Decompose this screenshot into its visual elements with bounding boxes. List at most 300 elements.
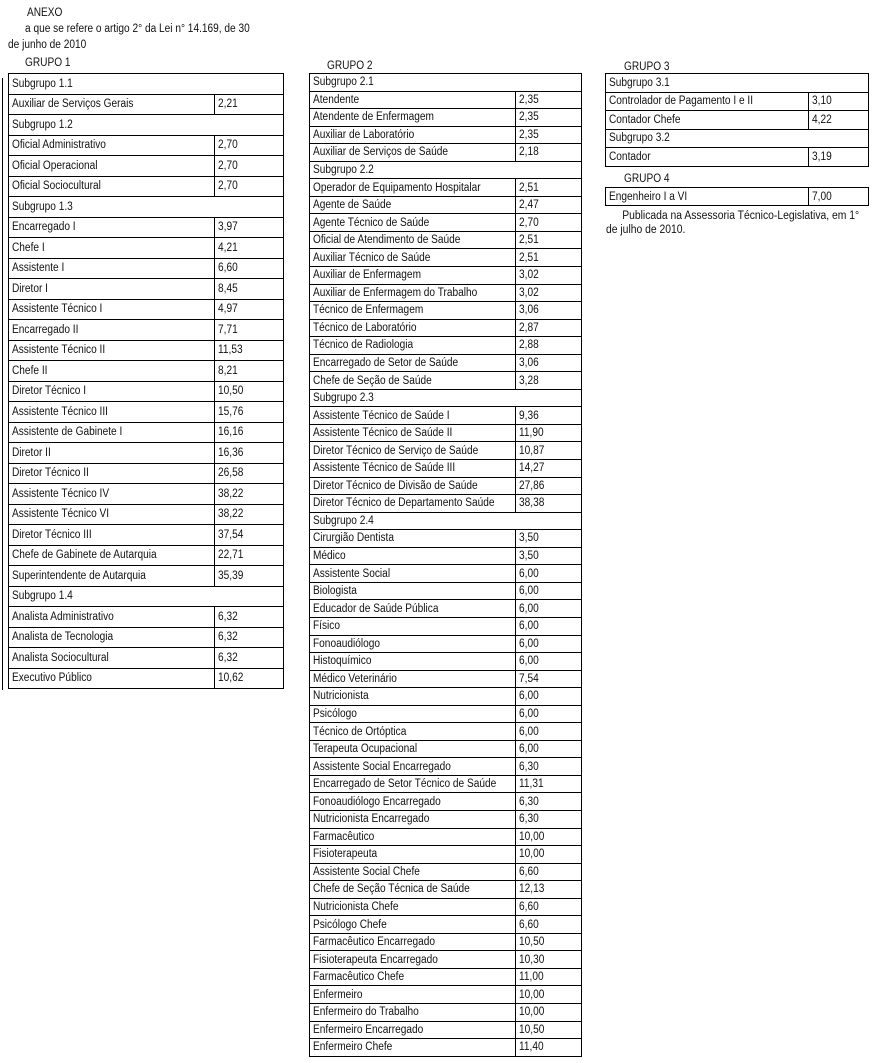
position-label: Farmacêutico Chefe: [313, 971, 405, 984]
table-row: [310, 688, 582, 706]
group-2-table: [309, 73, 582, 1057]
factor-value: 16,16: [218, 426, 244, 439]
subgroup-label-cell: [9, 586, 284, 607]
factor-cell: [516, 565, 582, 583]
factor-value: 10,50: [519, 936, 545, 949]
position-label: Encarregado I: [12, 221, 76, 234]
factor-cell: [215, 238, 284, 259]
factor-value: 14,27: [519, 462, 545, 475]
table-row: [310, 705, 582, 723]
position-cell: [9, 94, 215, 115]
factor-cell: [516, 846, 582, 864]
table-row: [310, 775, 582, 793]
position-cell: [310, 477, 516, 495]
factor-value: 10,00: [519, 848, 545, 861]
table-row: [310, 793, 582, 811]
position-cell: [310, 793, 516, 811]
factor-cell: [215, 258, 284, 279]
position-label: Analista de Tecnologia: [12, 631, 114, 644]
position-label: Enfermeiro Encarregado: [313, 1023, 424, 1036]
factor-cell: [215, 279, 284, 300]
position-label: Assistente Técnico III: [12, 405, 109, 418]
factor-cell: [215, 299, 284, 320]
factor-cell: [516, 688, 582, 706]
subgroup-label-cell: [310, 74, 582, 92]
position-label: Cirurgião Dentista: [313, 532, 395, 545]
position-label: Diretor Técnico de Divisão de Saúde: [313, 479, 478, 492]
factor-cell: [516, 372, 582, 390]
position-label: Técnico de Laboratório: [313, 321, 417, 334]
table-row: [310, 828, 582, 846]
subgroup-header-row: [9, 586, 284, 607]
position-label: Técnico de Radiologia: [313, 339, 414, 352]
table-row: [310, 424, 582, 442]
factor-value: 6,00: [519, 690, 539, 703]
position-cell: [310, 460, 516, 478]
table-row: [9, 504, 284, 525]
position-label: Psicólogo: [313, 707, 357, 720]
position-cell: [310, 442, 516, 460]
position-cell: [9, 340, 215, 361]
position-label: Analista Administrativo: [12, 610, 114, 623]
factor-value: 2,35: [519, 111, 539, 124]
table-row: [310, 846, 582, 864]
factor-value: 35,39: [218, 569, 244, 582]
position-cell: [310, 916, 516, 934]
subgroup-label: Subgrupo 2.2: [313, 164, 374, 176]
position-label: Fisioterapeuta: [313, 848, 378, 861]
factor-cell: [809, 92, 869, 111]
factor-cell: [516, 460, 582, 478]
table-row: [310, 196, 582, 214]
factor-value: 2,70: [218, 159, 238, 172]
position-cell: [606, 92, 809, 111]
position-label: Enfermeiro: [313, 988, 363, 1001]
factor-value: 7,00: [812, 190, 832, 203]
factor-cell: [809, 188, 869, 206]
position-cell: [9, 361, 215, 382]
subgroup-header-row: [310, 161, 582, 179]
subgroup-label: Subgrupo 2.1: [313, 76, 374, 89]
factor-cell: [516, 670, 582, 688]
position-label: Biologista: [313, 585, 357, 598]
factor-value: 2,87: [519, 321, 539, 334]
factor-cell: [516, 810, 582, 828]
position-cell: [310, 547, 516, 565]
position-cell: [310, 846, 516, 864]
subgroup-label-cell: [310, 389, 582, 407]
position-cell: [310, 898, 516, 916]
table-row: [310, 723, 582, 741]
table-row: [310, 91, 582, 109]
factor-value: 38,38: [519, 497, 545, 510]
position-cell: [310, 337, 516, 355]
factor-value: 38,22: [218, 487, 244, 500]
position-label: Fisioterapeuta Encarregado: [313, 953, 438, 966]
position-label: Físico: [313, 620, 340, 633]
position-label: Assistente Técnico de Saúde III: [313, 462, 456, 475]
position-label: Engenheiro I a VI: [609, 190, 688, 203]
factor-cell: [516, 91, 582, 109]
position-cell: [310, 214, 516, 232]
factor-cell: [516, 863, 582, 881]
factor-value: 3,28: [519, 374, 539, 387]
position-label: Diretor Técnico I: [12, 385, 87, 398]
position-label: Controlador de Pagamento I e II: [609, 95, 754, 108]
factor-cell: [516, 582, 582, 600]
table-row: [310, 372, 582, 390]
position-cell: [606, 188, 809, 206]
table-row: [9, 668, 284, 689]
table-row: [9, 422, 284, 443]
factor-value: 3,97: [218, 221, 238, 234]
position-label: Fonoaudiólogo: [313, 637, 380, 650]
factor-cell: [516, 547, 582, 565]
factor-cell: [215, 627, 284, 648]
factor-cell: [516, 424, 582, 442]
position-label: Chefe de Gabinete de Autarquia: [12, 549, 157, 562]
position-label: Assistente Social Chefe: [313, 865, 420, 878]
position-cell: [310, 863, 516, 881]
factor-value: 16,36: [218, 446, 244, 459]
factor-value: 12,13: [519, 883, 545, 896]
factor-value: 10,87: [519, 444, 545, 457]
table-row: [310, 740, 582, 758]
position-label: Psicólogo Chefe: [313, 918, 387, 931]
position-label: Atendente: [313, 93, 360, 106]
factor-cell: [215, 340, 284, 361]
subgroup-header-row: [606, 129, 869, 148]
table-row: [310, 460, 582, 478]
position-cell: [9, 422, 215, 443]
factor-value: 6,32: [218, 631, 238, 644]
table-row: [606, 188, 869, 206]
position-cell: [9, 443, 215, 464]
position-cell: [9, 545, 215, 566]
position-label: Encarregado II: [12, 323, 79, 336]
subgroup-header-row: [9, 74, 284, 95]
position-cell: [310, 600, 516, 618]
position-label: Agente de Saúde: [313, 199, 392, 212]
position-cell: [9, 566, 215, 587]
publication-note: [606, 209, 878, 237]
table-row: [310, 179, 582, 197]
table-row: [9, 361, 284, 382]
position-label: Farmacêutico Encarregado: [313, 936, 436, 949]
position-label: Farmacêutico: [313, 830, 375, 843]
factor-cell: [516, 284, 582, 302]
factor-cell: [215, 176, 284, 197]
factor-value: 10,00: [519, 830, 545, 843]
factor-value: 3,50: [519, 532, 539, 545]
table-row: [9, 484, 284, 505]
table-row: [310, 477, 582, 495]
factor-value: 10,50: [218, 385, 244, 398]
factor-value: 3,50: [519, 550, 539, 563]
table-row: [310, 565, 582, 583]
position-cell: [310, 986, 516, 1004]
position-label: Encarregado de Setor Técnico de Saúde: [313, 778, 497, 791]
position-label: Diretor II: [12, 446, 51, 459]
position-cell: [310, 688, 516, 706]
factor-cell: [516, 635, 582, 653]
factor-value: 3,19: [812, 150, 832, 163]
group-3-title: GRUPO 3: [624, 61, 670, 73]
factor-value: 38,22: [218, 508, 244, 521]
factor-cell: [215, 607, 284, 628]
factor-cell: [215, 566, 284, 587]
position-label: Médico: [313, 550, 346, 563]
position-cell: [310, 951, 516, 969]
table-row: [310, 863, 582, 881]
subgroup-label-cell: [310, 161, 582, 179]
position-cell: [310, 723, 516, 741]
factor-value: 6,30: [519, 813, 539, 826]
position-label: Educador de Saúde Pública: [313, 602, 439, 615]
factor-value: 3,06: [519, 304, 539, 317]
position-label: Chefe I: [12, 241, 45, 254]
position-cell: [310, 302, 516, 320]
factor-cell: [516, 196, 582, 214]
position-cell: [9, 504, 215, 525]
position-label: Auxiliar de Laboratório: [313, 128, 415, 141]
position-label: Diretor I: [12, 282, 48, 295]
factor-value: 6,00: [519, 707, 539, 720]
factor-value: 6,00: [519, 637, 539, 650]
position-cell: [310, 196, 516, 214]
position-label: Contador Chefe: [609, 113, 681, 126]
factor-value: 11,00: [519, 971, 544, 984]
table-row: [310, 1003, 582, 1021]
position-label: Fonoaudiólogo Encarregado: [313, 795, 441, 808]
position-label: Enfermeiro Chefe: [313, 1041, 393, 1054]
factor-value: 2,35: [519, 93, 539, 106]
position-cell: [9, 648, 215, 669]
position-label: Nutricionista Encarregado: [313, 813, 430, 826]
factor-cell: [809, 148, 869, 167]
subgroup-header-row: [310, 389, 582, 407]
position-label: Oficial de Atendimento de Saúde: [313, 234, 461, 247]
table-row: [310, 267, 582, 285]
table-row: [310, 126, 582, 144]
factor-cell: [215, 402, 284, 423]
factor-cell: [215, 156, 284, 177]
position-cell: [310, 740, 516, 758]
table-row: [9, 443, 284, 464]
table-row: [9, 340, 284, 361]
subgroup-label: Subgrupo 1.2: [12, 118, 73, 131]
table-row: [9, 279, 284, 300]
subgroup-label-cell: [9, 74, 284, 95]
position-cell: [310, 249, 516, 267]
factor-value: 6,00: [519, 620, 539, 633]
position-label: Operador de Equipamento Hospitalar: [313, 181, 481, 194]
table-row: [310, 407, 582, 425]
factor-cell: [516, 1039, 582, 1057]
factor-value: 6,00: [519, 725, 539, 738]
table-row: [310, 319, 582, 337]
factor-value: 7,71: [218, 323, 238, 336]
publication-line2: de julho de 2010.: [606, 224, 686, 236]
position-label: Assistente de Gabinete I: [12, 426, 123, 439]
factor-value: 6,60: [218, 262, 238, 275]
position-label: Assistente Social Encarregado: [313, 760, 451, 773]
factor-value: 2,70: [519, 216, 539, 229]
position-cell: [310, 126, 516, 144]
table-row: [9, 627, 284, 648]
factor-cell: [516, 249, 582, 267]
factor-value: 15,76: [218, 405, 244, 418]
table-row: [9, 258, 284, 279]
factor-value: 2,70: [218, 139, 238, 152]
factor-cell: [215, 484, 284, 505]
table-row: [310, 284, 582, 302]
position-cell: [310, 881, 516, 899]
factor-value: 6,60: [519, 900, 539, 913]
table-row: [310, 968, 582, 986]
factor-value: 3,10: [812, 95, 832, 108]
position-label: Terapeuta Ocupacional: [313, 743, 418, 756]
factor-cell: [516, 1003, 582, 1021]
factor-cell: [215, 463, 284, 484]
position-cell: [310, 372, 516, 390]
factor-cell: [215, 668, 284, 689]
position-cell: [310, 91, 516, 109]
factor-cell: [516, 986, 582, 1004]
factor-value: 11,31: [519, 778, 544, 791]
position-cell: [310, 179, 516, 197]
annex-subtitle-line1: a que se refere o artigo 2° da Lei n° 14.169, de 30: [25, 23, 250, 35]
factor-value: 4,97: [218, 303, 238, 316]
position-label: Chefe de Seção Técnica de Saúde: [313, 883, 470, 896]
table-row: [310, 1021, 582, 1039]
table-row: [310, 933, 582, 951]
table-row: [310, 617, 582, 635]
factor-cell: [516, 898, 582, 916]
factor-value: 6,30: [519, 795, 539, 808]
factor-cell: [215, 422, 284, 443]
table-row: [310, 547, 582, 565]
position-label: Oficial Operacional: [12, 159, 98, 172]
position-cell: [9, 258, 215, 279]
group-2-title: GRUPO 2: [327, 60, 373, 72]
table-row: [606, 111, 869, 130]
factor-cell: [516, 723, 582, 741]
subgroup-header-row: [9, 197, 284, 218]
position-cell: [310, 144, 516, 162]
annex-title: ANEXO: [27, 7, 63, 19]
position-label: Nutricionista Chefe: [313, 900, 399, 913]
subgroup-label-cell: [310, 512, 582, 530]
factor-cell: [516, 214, 582, 232]
factor-value: 37,54: [218, 528, 244, 541]
position-cell: [310, 354, 516, 372]
factor-cell: [516, 495, 582, 513]
table-row: [310, 881, 582, 899]
table-row: [310, 302, 582, 320]
subgroup-label: Subgrupo 1.1: [12, 77, 73, 90]
table-row: [310, 1039, 582, 1057]
factor-cell: [516, 354, 582, 372]
factor-value: 6,00: [519, 567, 539, 580]
factor-cell: [516, 916, 582, 934]
factor-cell: [516, 951, 582, 969]
factor-value: 2,70: [218, 180, 238, 193]
table-row: [606, 92, 869, 111]
position-label: Assistente Técnico II: [12, 344, 106, 357]
position-label: Técnico de Ortóptica: [313, 725, 407, 738]
publication-line1: Publicada na Assessoria Técnico-Legislativa, em 1°: [622, 210, 860, 222]
table-row: [9, 156, 284, 177]
position-label: Assistente Técnico de Saúde II: [313, 427, 453, 440]
factor-cell: [516, 144, 582, 162]
table-row: [310, 810, 582, 828]
position-label: Técnico de Enfermagem: [313, 304, 424, 317]
table-row: [9, 217, 284, 238]
position-cell: [9, 176, 215, 197]
subgroup-label: Subgrupo 1.3: [12, 200, 73, 213]
factor-cell: [215, 320, 284, 341]
table-row: [9, 381, 284, 402]
factor-value: 10,00: [519, 1006, 545, 1019]
subgroup-label-cell: [9, 115, 284, 136]
factor-cell: [516, 828, 582, 846]
position-cell: [310, 231, 516, 249]
position-cell: [9, 238, 215, 259]
subgroup-label: Subgrupo 1.4: [12, 590, 73, 603]
position-label: Auxiliar de Serviços de Saúde: [313, 146, 449, 159]
position-cell: [9, 135, 215, 156]
factor-value: 4,22: [812, 113, 832, 126]
position-cell: [310, 424, 516, 442]
table-row: [310, 109, 582, 127]
table-row: [310, 898, 582, 916]
table-row: [310, 214, 582, 232]
factor-value: 6,00: [519, 585, 539, 598]
table-row: [310, 337, 582, 355]
factor-value: 6,00: [519, 743, 539, 756]
factor-cell: [516, 793, 582, 811]
group-1-title: GRUPO 1: [25, 57, 71, 69]
factor-value: 3,06: [519, 357, 539, 370]
position-cell: [310, 565, 516, 583]
position-cell: [310, 1039, 516, 1057]
factor-cell: [516, 968, 582, 986]
position-cell: [9, 627, 215, 648]
position-label: Diretor Técnico III: [12, 528, 92, 541]
factor-value: 6,00: [519, 655, 539, 668]
subgroup-label: Subgrupo 3.1: [609, 76, 670, 89]
factor-cell: [215, 361, 284, 382]
table-row: [9, 545, 284, 566]
position-label: Analista Sociocultural: [12, 651, 109, 664]
position-cell: [9, 484, 215, 505]
group-3-table: [605, 73, 869, 167]
factor-cell: [516, 267, 582, 285]
position-label: Enfermeiro do Trabalho: [313, 1006, 419, 1019]
factor-value: 2,88: [519, 339, 539, 352]
factor-value: 6,60: [519, 918, 539, 931]
factor-value: 2,21: [218, 98, 238, 111]
position-cell: [9, 463, 215, 484]
factor-cell: [215, 545, 284, 566]
position-cell: [310, 267, 516, 285]
factor-value: 10,30: [519, 953, 545, 966]
factor-value: 6,00: [519, 602, 539, 615]
position-cell: [310, 653, 516, 671]
table-row: [310, 670, 582, 688]
factor-value: 2,51: [519, 234, 539, 247]
